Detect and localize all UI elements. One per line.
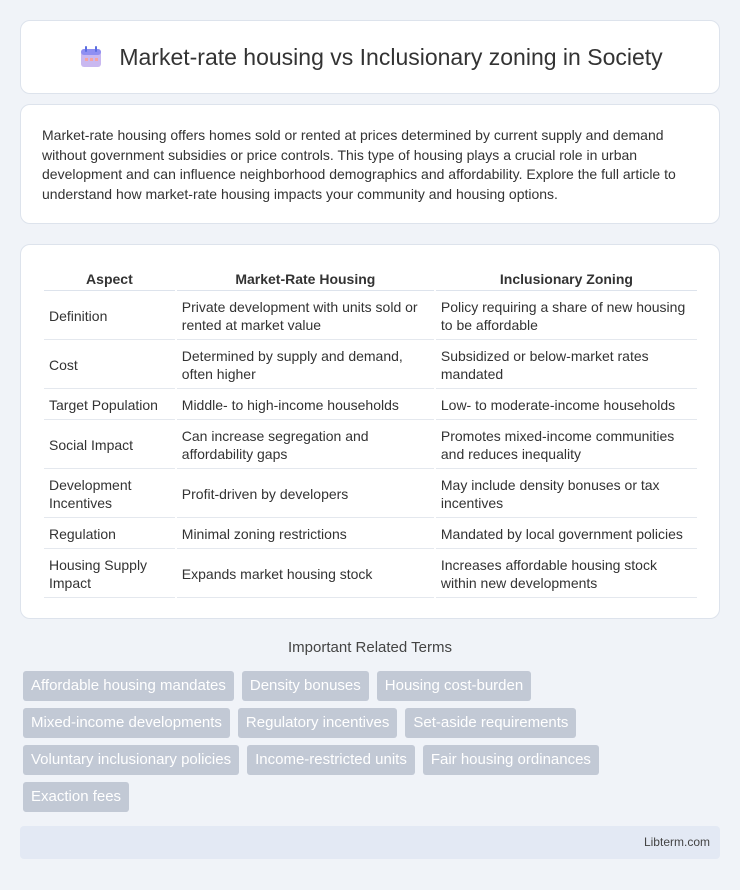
cell-inclusionary: Promotes mixed-income communities and reduces inequality — [436, 422, 697, 469]
header-aspect: Aspect — [44, 267, 175, 291]
intro-card — [20, 104, 720, 224]
related-terms-list — [23, 671, 723, 819]
cell-market-rate: Expands market housing stock — [177, 551, 434, 598]
footer-site-link[interactable]: Libterm.com — [643, 835, 710, 849]
cell-inclusionary: Mandated by local government policies — [436, 520, 697, 549]
table-row — [44, 471, 697, 518]
title-card — [20, 20, 720, 94]
cell-inclusionary: Subsidized or below-market rates mandated — [436, 342, 697, 389]
related-tag[interactable]: Housing cost-burden — [377, 671, 531, 701]
cell-aspect: Cost — [44, 342, 175, 389]
related-tag[interactable]: Mixed-income developments — [23, 708, 230, 738]
cell-market-rate: Middle- to high-income households — [177, 391, 434, 420]
cell-aspect: Regulation — [44, 520, 175, 549]
table-row — [44, 551, 697, 598]
table-row — [44, 520, 697, 549]
cell-inclusionary: Low- to moderate-income households — [436, 391, 697, 420]
cell-market-rate: Determined by supply and demand, often higher — [177, 342, 434, 389]
footer — [20, 826, 720, 859]
related-tag[interactable]: Regulatory incentives — [238, 708, 397, 738]
header-market-rate: Market-Rate Housing — [177, 267, 434, 291]
table-row — [44, 391, 697, 420]
table-row — [44, 342, 697, 389]
cell-aspect: Development Incentives — [44, 471, 175, 518]
related-tag[interactable]: Exaction fees — [23, 782, 129, 812]
related-terms-title: Important Related Terms — [288, 639, 452, 656]
page-title: Market-rate housing vs Inclusionary zoning in Society — [119, 43, 663, 70]
cell-market-rate: Private development with units sold or rented at market value — [177, 293, 434, 340]
cell-aspect: Housing Supply Impact — [44, 551, 175, 598]
cell-market-rate: Minimal zoning restrictions — [177, 520, 434, 549]
related-tag[interactable]: Voluntary inclusionary policies — [23, 745, 239, 775]
related-tag[interactable]: Income-restricted units — [247, 745, 415, 775]
cell-market-rate: Can increase segregation and affordability gaps — [177, 422, 434, 469]
cell-inclusionary: Policy requiring a share of new housing to be affordable — [436, 293, 697, 340]
related-tag[interactable]: Density bonuses — [242, 671, 369, 701]
table-row — [44, 422, 697, 469]
cell-aspect: Definition — [44, 293, 175, 340]
related-tag[interactable]: Affordable housing mandates — [23, 671, 234, 701]
header-inclusionary: Inclusionary Zoning — [436, 267, 697, 291]
related-tag[interactable]: Set-aside requirements — [405, 708, 576, 738]
cell-aspect: Social Impact — [44, 422, 175, 469]
calendar-icon — [77, 43, 105, 71]
cell-market-rate: Profit-driven by developers — [177, 471, 434, 518]
table-row — [44, 293, 697, 340]
intro-text: Market-rate housing offers homes sold or rented at prices determined by current supply and demand without government subsidies or price controls. This type of housing plays a crucial role in urban development and can influence neighborhood demographics and affordability. Explore the full article to understand how market-rate housing impacts your community and housing options. — [42, 127, 676, 202]
cell-aspect: Target Population — [44, 391, 175, 420]
cell-inclusionary: Increases affordable housing stock within new developments — [436, 551, 697, 598]
comparison-card — [20, 244, 720, 619]
comparison-table — [42, 265, 699, 600]
related-tag[interactable]: Fair housing ordinances — [423, 745, 599, 775]
cell-inclusionary: May include density bonuses or tax incentives — [436, 471, 697, 518]
